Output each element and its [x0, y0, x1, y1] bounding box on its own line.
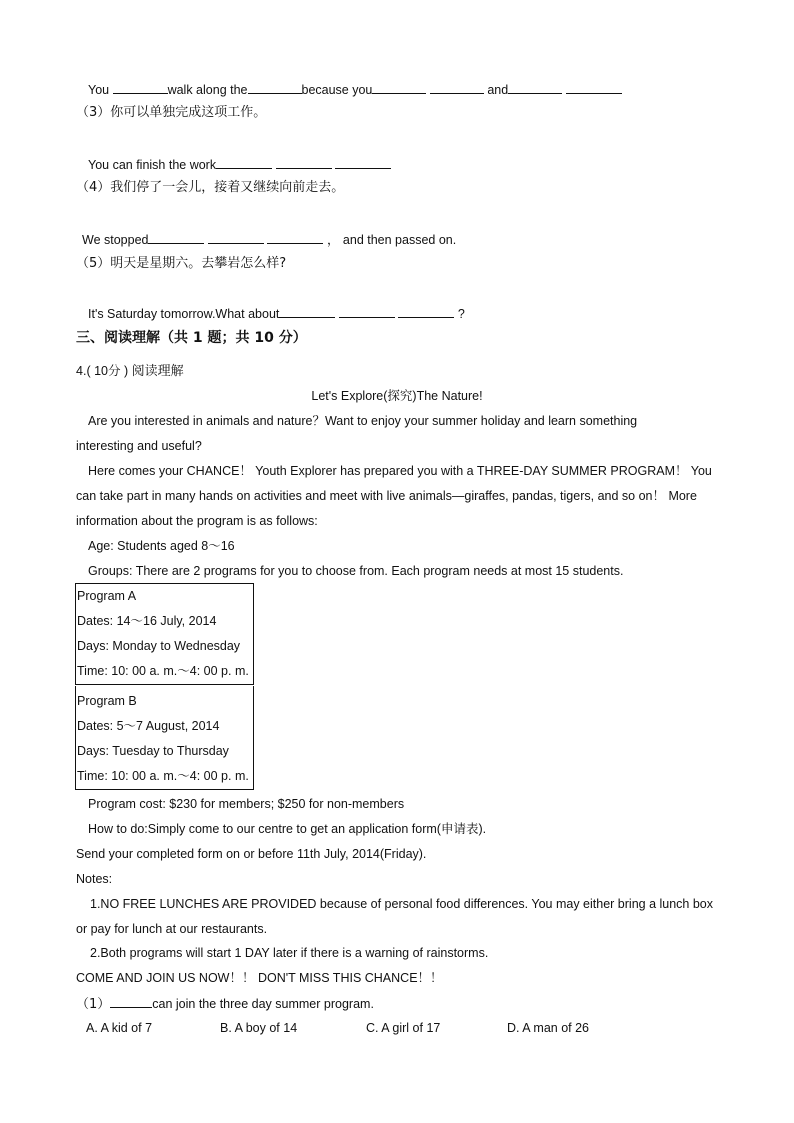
answer-blank[interactable]	[110, 995, 152, 1008]
passage-title: Let's Explore(探究)The Nature!	[311, 389, 483, 403]
passage-text: information about the program is as follows:	[76, 514, 318, 528]
sentence-text: because you	[301, 83, 373, 97]
q-item4-chinese: （4）我们停了一会儿，接着又继续向前走去。	[76, 180, 345, 195]
sentence-text: It's Saturday tomorrow.What about	[88, 307, 280, 321]
question-score: ( 10分 )	[86, 364, 129, 378]
groups-info: Groups: There are 2 programs for you to choose from. Each program needs at most 15 students.	[88, 564, 624, 578]
program-a-dates: Dates: 14～16 July, 2014	[77, 614, 217, 628]
send-form: Send your completed form on or before 11th July, 2014(Friday).	[76, 847, 427, 861]
sub-question-1	[76, 995, 374, 1013]
program-b-title: Program B	[77, 694, 137, 708]
age-info: Age: Students aged 8～16	[88, 539, 235, 553]
note-1-cont: or pay for lunch at our restaurants.	[76, 922, 268, 936]
answer-blank[interactable]	[335, 156, 391, 169]
q-item5-english-line	[88, 305, 465, 322]
answer-blank[interactable]	[372, 81, 426, 94]
option-b[interactable]: B. A boy of 14	[220, 1021, 298, 1035]
question-number: 4.	[76, 364, 87, 378]
option-d[interactable]: D. A man of 26	[507, 1021, 589, 1035]
sub-question-text: can join the three day summer program.	[152, 997, 374, 1011]
sentence-text: ?	[457, 307, 465, 321]
program-cost: Program cost: $230 for members; $250 for non-members	[88, 797, 405, 811]
passage-text: Are you interested in animals and nature？Want to enjoy your summer holiday and learn something	[88, 414, 638, 428]
program-a-title: Program A	[77, 589, 137, 603]
note-2: 2.Both programs will start 1 DAY later if there is a warning of rainstorms.	[90, 946, 489, 960]
sentence-text: You can finish the work	[88, 158, 217, 172]
program-b-dates: Dates: 5～7 August, 2014	[77, 719, 220, 733]
answer-blank[interactable]	[113, 81, 168, 94]
answer-blank[interactable]	[267, 231, 323, 244]
question-header	[76, 363, 184, 380]
answer-blank[interactable]	[279, 305, 335, 318]
passage-text: can take part in many hands on activities and meet with live animals—giraffes, pandas, tigers, and so on！ More	[76, 489, 697, 503]
section-heading: 三、阅读理解（共 1 题；共 10 分）	[76, 330, 307, 346]
passage-text: Here comes your CHANCE！ Youth Explorer has prepared you with a THREE-DAY SUMMER PROGRAM！ You	[88, 464, 712, 478]
program-a-time: Time: 10: 00 a. m.～4: 00 p. m.	[77, 664, 249, 678]
q-item2-english-line	[88, 81, 622, 98]
program-b-days: Days: Tuesday to Thursday	[77, 744, 229, 758]
q-item5-chinese: （5）明天是星期六。去攀岩怎么样?	[76, 256, 287, 271]
answer-blank[interactable]	[339, 305, 395, 318]
program-b-box	[75, 686, 254, 790]
answer-blank[interactable]	[398, 305, 454, 318]
sentence-text: walk along the	[167, 83, 248, 97]
answer-blank[interactable]	[508, 81, 562, 94]
answer-blank[interactable]	[208, 231, 264, 244]
answer-blank[interactable]	[216, 156, 272, 169]
sentence-text: and	[487, 83, 509, 97]
answer-blank[interactable]	[566, 81, 622, 94]
q-item3-chinese: （3）你可以单独完成这项工作。	[76, 105, 267, 120]
closing-line: COME AND JOIN US NOW！！ DON'T MISS THIS CHANCE！！	[76, 971, 443, 985]
how-to-do: How to do:Simply come to our centre to get an application form(申请表).	[88, 822, 487, 836]
answer-blank[interactable]	[248, 81, 302, 94]
note-1: 1.NO FREE LUNCHES ARE PROVIDED because of personal food differences. You may either bring a lunch box	[90, 897, 714, 911]
passage-text: interesting and useful?	[76, 439, 202, 453]
sentence-text: You	[88, 83, 113, 97]
sentence-text: We stopped	[82, 233, 149, 247]
program-a-days: Days: Monday to Wednesday	[77, 639, 241, 653]
option-a[interactable]: A. A kid of 7	[86, 1021, 153, 1035]
program-b-time: Time: 10: 00 a. m.～4: 00 p. m.	[77, 769, 249, 783]
option-c[interactable]: C. A girl of 17	[366, 1021, 441, 1035]
q-item4-english-line	[82, 231, 456, 248]
answer-blank[interactable]	[430, 81, 484, 94]
q-item3-english-line	[88, 156, 391, 173]
notes-label: Notes:	[76, 872, 113, 886]
program-a-box	[75, 583, 254, 685]
answer-blank[interactable]	[148, 231, 204, 244]
sub-question-number: （1）	[76, 997, 111, 1012]
answer-blank[interactable]	[276, 156, 332, 169]
question-type: 阅读理解	[131, 364, 184, 379]
sentence-text: ， and then passed on.	[326, 233, 457, 247]
